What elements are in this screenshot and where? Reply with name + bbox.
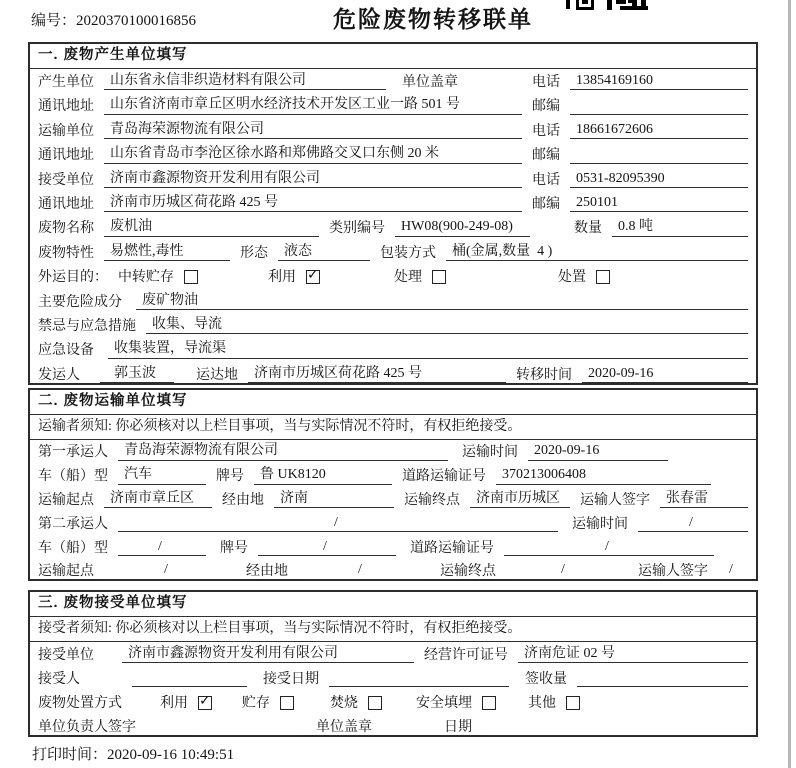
field-value: / xyxy=(104,562,232,579)
checkbox-unchecked-icon xyxy=(432,270,446,284)
field-value: 济南市历城区荷花路 425 号 xyxy=(248,366,506,383)
document-number-value: 2020370100016856 xyxy=(76,13,197,29)
field-value: / xyxy=(298,562,426,579)
field-value: 山东省青岛市李沧区徐水路和郑佛路交叉口东侧 20 米 xyxy=(104,146,522,163)
print-time xyxy=(32,743,234,764)
form-row xyxy=(30,535,756,559)
field-label: 外运目的： xyxy=(38,270,108,286)
field-value: 0531-82095390 xyxy=(570,171,748,188)
section-transporter xyxy=(28,388,758,581)
field-value: 济南市鑫源物资开发利用有限公司 xyxy=(122,646,414,663)
field-value: 2020-09-16 xyxy=(528,443,668,460)
form-row xyxy=(30,690,756,714)
field-label: 车（船）型 xyxy=(38,469,108,485)
field-value: HW08(900-249-08) xyxy=(395,219,530,236)
field-label: 经营许可证号 xyxy=(424,647,508,663)
form-row xyxy=(30,264,756,288)
field-value: 青岛海荣源物流有限公司 xyxy=(104,122,522,139)
form-row xyxy=(30,440,756,464)
checkbox-unchecked-icon xyxy=(280,696,294,710)
field-value-blank xyxy=(132,671,247,687)
field-label: 电话 xyxy=(532,123,560,139)
field-label: 运输起点 xyxy=(38,564,94,580)
field-value: 郭玉波 xyxy=(100,366,174,383)
field-label: 接受人 xyxy=(38,671,80,687)
field-label: 类别编号 xyxy=(329,221,385,237)
scan-edge-line xyxy=(788,0,791,768)
checkbox-unchecked-icon xyxy=(368,696,382,710)
print-time-value: 2020-09-16 10:49:51 xyxy=(107,747,235,763)
field-label: 废物处置方式 xyxy=(38,696,122,712)
section-note: 运输者须知: 你必须核对以上栏目事项，当与实际情况不符时，有权拒绝接受。 xyxy=(30,415,756,440)
field-label: 日期 xyxy=(444,720,472,736)
field-label: 接受日期 xyxy=(263,671,319,687)
checkbox-unchecked-icon xyxy=(184,270,198,284)
field-value: 汽车 xyxy=(118,467,206,484)
field-label: 单位盖章 xyxy=(316,720,372,736)
field-label: 运输起点 xyxy=(38,493,94,508)
form-row xyxy=(30,313,756,337)
checkbox-unchecked-icon xyxy=(566,696,580,710)
field-label: 经由地 xyxy=(222,493,264,508)
field-value: 收集、导流 xyxy=(146,317,748,334)
form-row xyxy=(30,93,756,117)
page-title: 危险废物转移联单 xyxy=(333,6,533,32)
field-value: 济南 xyxy=(274,491,394,508)
field-label: 第二承运人 xyxy=(38,516,108,532)
field-label: 车（船）型 xyxy=(38,540,108,556)
field-label: 单位盖章 xyxy=(402,75,458,90)
field-value: 0.8 吨 xyxy=(612,219,748,236)
field-label: 处置 xyxy=(558,270,586,286)
field-value: 废机油 xyxy=(104,219,319,236)
field-label: 接受单位 xyxy=(38,172,94,188)
field-value: 250101 xyxy=(570,195,748,212)
field-value: 山东省济南市章丘区明水经济技术开发区工业一路 501 号 xyxy=(104,97,522,114)
form-row xyxy=(30,240,756,264)
field-label: 邮编 xyxy=(532,148,560,164)
field-label: 邮编 xyxy=(532,196,560,212)
form-row xyxy=(30,69,756,93)
field-value: / xyxy=(504,539,714,556)
field-label: 通讯地址 xyxy=(38,99,94,115)
field-label: 运输终点 xyxy=(440,564,496,580)
field-label: 电话 xyxy=(532,75,560,90)
field-label: 运输人签字 xyxy=(580,493,650,508)
field-value: 山东省永信非织造材料有限公司 xyxy=(104,73,386,90)
form-row xyxy=(30,118,756,142)
field-value-blank xyxy=(198,720,298,736)
field-value: 济南市历城区荷花路 425 号 xyxy=(104,195,522,212)
section-header: 三. 废物接受单位填写 xyxy=(30,592,756,617)
field-label: 焚烧 xyxy=(330,696,358,712)
field-value: 济南市历城区 xyxy=(470,491,570,508)
form-row xyxy=(30,215,756,239)
field-label: 安全填埋 xyxy=(416,696,472,712)
field-value: / xyxy=(258,539,396,556)
field-label: 牌号 xyxy=(216,469,244,485)
field-label: 经由地 xyxy=(246,564,288,580)
checkbox-unchecked-icon xyxy=(596,270,610,284)
field-value-blank xyxy=(577,671,748,687)
field-value: 张春雷 xyxy=(660,491,748,508)
field-label: 通讯地址 xyxy=(38,196,94,212)
field-value: 废矿物油 xyxy=(136,293,748,310)
field-value: 青岛海荣源物流有限公司 xyxy=(118,443,448,460)
field-value: 鲁 UK8120 xyxy=(254,467,392,484)
form-row xyxy=(30,559,756,583)
field-label: 通讯地址 xyxy=(38,148,94,164)
section-header: 二. 废物运输单位填写 xyxy=(30,390,756,415)
form-row xyxy=(30,511,756,535)
form-row xyxy=(30,666,756,690)
field-label: 运达地 xyxy=(196,367,238,383)
form-row xyxy=(30,337,756,361)
form-row xyxy=(30,167,756,191)
field-value-blank xyxy=(570,99,748,115)
field-label: 第一承运人 xyxy=(38,445,108,461)
form-row xyxy=(30,142,756,166)
field-value: / xyxy=(638,515,748,532)
form-row xyxy=(30,191,756,215)
section-note: 接受者须知: 你必须核对以上栏目事项，当与实际情况不符时，有权拒绝接受。 xyxy=(30,617,756,642)
checkbox-checked-icon xyxy=(306,270,320,284)
field-value-blank xyxy=(570,148,748,164)
print-time-label: 打印时间： xyxy=(32,747,108,763)
qr-code-fragment-icon xyxy=(566,0,648,11)
section-header: 一. 废物产生单位填写 xyxy=(30,44,756,69)
field-label: 发运人 xyxy=(38,367,80,383)
field-label: 应急设备 xyxy=(38,343,94,359)
field-label: 运输人签字 xyxy=(638,564,708,580)
field-value: 13854169160 xyxy=(570,73,748,90)
field-label: 利用 xyxy=(268,270,296,286)
field-value: 易燃性,毒性 xyxy=(104,244,230,261)
field-label: 禁忌与应急措施 xyxy=(38,318,136,334)
field-label: 利用 xyxy=(160,696,188,712)
field-value: 收集装置，导流渠 xyxy=(108,341,748,358)
field-label: 形态 xyxy=(240,245,268,261)
section-receiver xyxy=(28,590,758,737)
field-label: 牌号 xyxy=(220,540,248,556)
field-value: / xyxy=(118,539,206,556)
field-value-blank xyxy=(484,720,748,736)
field-label: 数量 xyxy=(574,221,602,237)
field-label: 接受单位 xyxy=(38,647,94,663)
document-number xyxy=(31,9,196,30)
field-value: / xyxy=(118,515,558,532)
form-row xyxy=(30,464,756,488)
checkbox-checked-icon xyxy=(198,696,212,710)
form-row xyxy=(30,642,756,666)
field-label: 运输时间 xyxy=(462,445,518,461)
field-label: 产生单位 xyxy=(38,75,94,90)
field-label: 邮编 xyxy=(532,99,560,115)
field-value: / xyxy=(506,562,624,579)
field-value: 2020-09-16 xyxy=(582,366,748,383)
field-label: 单位负责人签字 xyxy=(38,720,136,736)
document-number-label: 编号： xyxy=(31,13,77,29)
field-label: 电话 xyxy=(532,172,560,188)
section-producer xyxy=(28,42,758,385)
field-value: 370213006408 xyxy=(496,467,711,484)
field-value: 18661672606 xyxy=(570,122,748,139)
field-label: 处理 xyxy=(394,270,422,286)
field-label: 中转贮存 xyxy=(118,270,174,286)
field-label: 其他 xyxy=(528,696,556,712)
field-label: 主要危险成分 xyxy=(38,294,122,310)
field-value: 桶(金属,数量 4 ) xyxy=(446,244,748,261)
field-value: 济南市章丘区 xyxy=(104,491,212,508)
checkbox-unchecked-icon xyxy=(482,696,496,710)
field-label: 签收量 xyxy=(525,671,567,687)
form-row xyxy=(30,362,756,386)
field-label: 运输单位 xyxy=(38,123,94,139)
field-label: 道路运输证号 xyxy=(402,469,486,485)
field-label: 废物特性 xyxy=(38,245,94,261)
field-value: / xyxy=(718,562,748,579)
form-row xyxy=(30,289,756,313)
form-row xyxy=(30,488,756,512)
field-value: 济南危证 02 号 xyxy=(518,646,748,663)
field-label: 转移时间 xyxy=(516,367,572,383)
field-label: 道路运输证号 xyxy=(410,540,494,556)
field-label: 废物名称 xyxy=(38,221,94,237)
field-label: 贮存 xyxy=(242,696,270,712)
field-label: 包装方式 xyxy=(380,245,436,261)
field-value: 液态 xyxy=(278,244,370,261)
form-row xyxy=(30,715,756,739)
field-label: 运输时间 xyxy=(572,516,628,532)
field-label: 运输终点 xyxy=(404,493,460,508)
field-value-blank xyxy=(329,671,509,687)
field-value: 济南市鑫源物资开发利用有限公司 xyxy=(104,171,522,188)
